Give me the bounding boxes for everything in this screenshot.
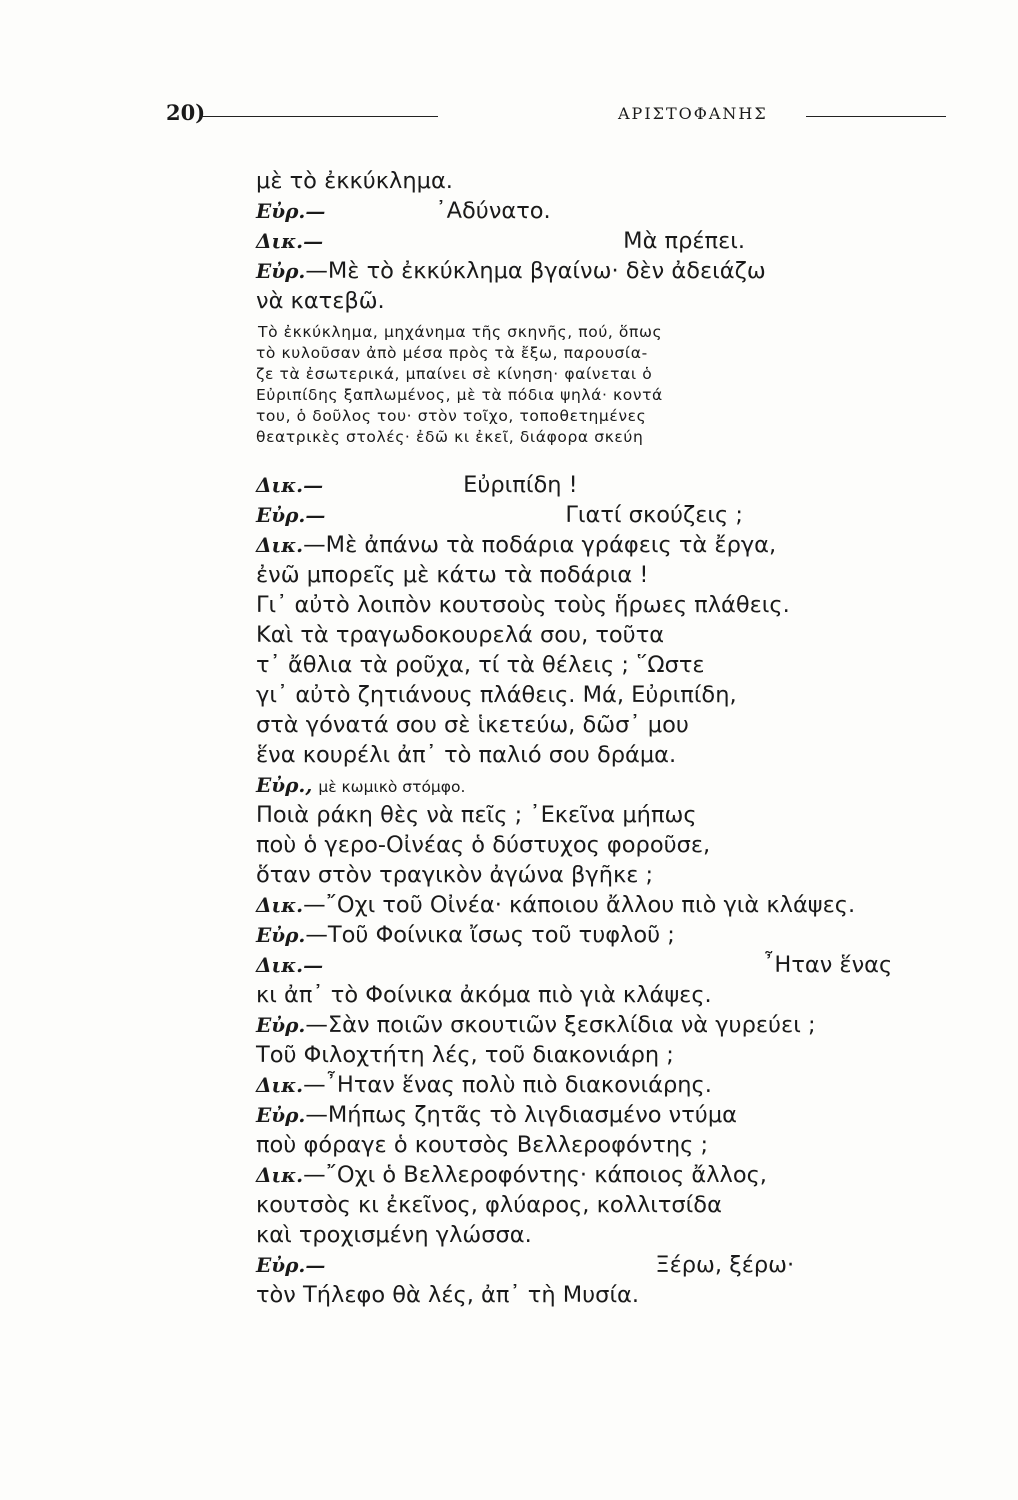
line-text: ῏Ηταν ἕνας: [763, 952, 893, 978]
speaker-label: Δικ.—: [256, 953, 324, 977]
running-header: [166, 100, 946, 130]
line-text: —Τοῦ Φοίνικα ἴσως τοῦ τυφλοῦ ;: [305, 922, 675, 948]
page-number: 20): [166, 100, 206, 125]
speaker-label: Δικ.: [256, 1163, 304, 1187]
speaker-label: Εὐρ.: [256, 1103, 306, 1127]
line-text: —῎Οχι τοῦ Οἰνέα· κάποιου ἄλλου πιὸ γιὰ κλάψες.: [303, 892, 856, 918]
verse-line: [256, 920, 956, 950]
line-text: Γι᾿ αὐτὸ λοιπὸν κουτσοὺς τοὺς ἥρωες πλάθεις.: [256, 592, 790, 618]
verse-line: [256, 650, 956, 680]
line-text: κι ἀπ᾿ τὸ Φοίνικα ἀκόμα πιὸ γιὰ κλάψες.: [256, 982, 712, 1008]
speaker-label: Εὐρ.—: [256, 503, 326, 527]
verse-line: [256, 950, 956, 980]
stage-direction: [258, 322, 958, 448]
line-text: —῏Ηταν ἕνας πολὺ πιὸ διακονιάρης.: [303, 1072, 712, 1098]
verse-line: [256, 680, 956, 710]
verse-line: [256, 740, 956, 770]
line-text: —Σὰν ποιῶν σκουτιῶν ξεσκλίδια νὰ γυρεύει ;: [305, 1012, 816, 1038]
verse-line: [256, 226, 956, 256]
speaker-label: Εὐρ.,: [256, 773, 313, 797]
line-text: γι᾿ αὐτὸ ζητιάνους πλάθεις. Μά, Εὐριπίδη,: [256, 682, 737, 708]
line-text: —Μήπως ζητᾶς τὸ λιγδιασμένο ντύμα: [305, 1102, 737, 1128]
line-text: Εὐριπίδη !: [463, 472, 578, 498]
line-text: Ξέρω, ξέρω·: [655, 1252, 795, 1278]
verse-line: [256, 980, 956, 1010]
verse-line: [256, 1220, 956, 1250]
speaker-label: Εὐρ.: [256, 923, 306, 947]
stage-direction-line: Τὸ ἐκκύκλημα, μηχάνημα τῆς σκηνῆς, πού, ὅπως: [258, 323, 663, 341]
line-text: ἐνῶ μπορεῖς μὲ κάτω τὰ ποδάρια !: [256, 562, 649, 588]
verse-line: [256, 560, 956, 590]
header-rule-left: [200, 116, 438, 117]
speaker-label: Εὐρ.: [256, 1013, 306, 1037]
line-text: μὲ κωμικὸ στόμφο.: [318, 778, 466, 796]
verse-line: [256, 1190, 956, 1220]
verse-line: [256, 590, 956, 620]
line-text: Τοῦ Φιλοχτήτη λές, τοῦ διακονιάρη ;: [256, 1042, 674, 1068]
verse-line: [256, 286, 956, 316]
running-title: ΑΡΙΣΤΟΦΑΝΗΣ: [618, 104, 768, 123]
line-text: τ᾿ ἄθλια τὰ ροῦχα, τί τὰ θέλεις ; ῞Ωστε: [256, 652, 705, 678]
verse-line: [256, 166, 956, 196]
verse-line: [256, 620, 956, 650]
verse-line: [256, 500, 956, 530]
verse-line: [256, 800, 956, 830]
stage-direction-line: Εὐριπίδης ξαπλωμένος, μὲ τὰ πόδια ψηλά· κοντά: [256, 386, 663, 404]
line-text: ποὺ ὁ γερο-Οἰνέας ὁ δύστυχος φοροῦσε,: [256, 832, 711, 858]
line-text: Γιατί σκούζεις ;: [565, 502, 743, 528]
line-text: κουτσὸς κι ἐκεῖνος, φλύαρος, κολλιτσίδα: [256, 1192, 722, 1218]
verse-line: [256, 860, 956, 890]
verse-line: [256, 1100, 956, 1130]
verse-line: [256, 256, 956, 286]
line-text: ποὺ φόραγε ὁ κουτσὸς Βελλεροφόντης ;: [256, 1132, 709, 1158]
line-text: —Μὲ ἀπάνω τὰ ποδάρια γράφεις τὰ ἔργα,: [303, 532, 777, 558]
dialogue-block: [256, 470, 956, 1310]
line-text: στὰ γόνατά σου σὲ ἱκετεύω, δῶσ᾿ μου: [256, 712, 689, 738]
opening-block: [256, 166, 956, 316]
verse-line: [256, 770, 956, 800]
stage-direction-line: τὸ κυλοῦσαν ἀπὸ μέσα πρὸς τὰ ἔξω, παρουσία-: [256, 344, 648, 362]
verse-line: [256, 1070, 956, 1100]
line-text: —Μὲ τὸ ἐκκύκλημα βγαίνω· δὲν ἀδειάζω: [305, 258, 766, 284]
verse-line: [256, 1010, 956, 1040]
speaker-label: Δικ.—: [256, 229, 324, 253]
speaker-label: Δικ.: [256, 893, 304, 917]
speaker-label: Δικ.: [256, 1073, 304, 1097]
line-text: μὲ τὸ ἐκκύκλημα.: [256, 168, 453, 194]
line-text: Μὰ πρέπει.: [623, 228, 746, 254]
line-text: Ποιὰ ράκη θὲς νὰ πεῖς ; ᾿Εκεῖνα μήπως: [256, 802, 697, 828]
verse-line: [256, 196, 956, 226]
stage-direction-line: ζε τὰ ἐσωτερικά, μπαίνει σὲ κίνηση· φαίνεται ὁ: [256, 365, 653, 383]
line-text: νὰ κατεβῶ.: [256, 288, 385, 314]
stage-direction-line: του, ὁ δοῦλος του· στὸν τοῖχο, τοποθετημένες: [256, 407, 647, 425]
verse-line: [256, 1160, 956, 1190]
verse-line: [256, 890, 956, 920]
line-text: —῎Οχι ὁ Βελλεροφόντης· κάποιος ἄλλος,: [303, 1162, 767, 1188]
header-rule-right: [806, 116, 946, 117]
verse-line: [256, 830, 956, 860]
verse-line: [256, 1040, 956, 1070]
speaker-label: Εὐρ.—: [256, 1253, 326, 1277]
line-text: ἕνα κουρέλι ἀπ᾿ τὸ παλιό σου δράμα.: [256, 742, 677, 768]
verse-line: [256, 1280, 956, 1310]
line-text: ὅταν στὸν τραγικὸν ἀγώνα βγῆκε ;: [256, 862, 654, 888]
speaker-label: Εὐρ.—: [256, 199, 326, 223]
line-text: τὸν Τήλεφο θὰ λές, ἀπ᾿ τὴ Μυσία.: [256, 1282, 640, 1308]
speaker-label: Δικ.: [256, 533, 304, 557]
speaker-label: Εὐρ.: [256, 259, 306, 283]
line-text: Καὶ τὰ τραγωδοκουρελά σου, τοῦτα: [256, 622, 665, 648]
verse-line: [256, 1130, 956, 1160]
verse-line: [256, 710, 956, 740]
verse-line: [256, 530, 956, 560]
line-text: καὶ τροχισμένη γλώσσα.: [256, 1222, 532, 1248]
stage-direction-line: θεατρικὲς στολές· ἐδῶ κι ἐκεῖ, διάφορα σκεύη: [256, 428, 644, 446]
verse-line: [256, 470, 956, 500]
line-text: ᾿Αδύνατο.: [435, 198, 551, 224]
verse-line: [256, 1250, 956, 1280]
speaker-label: Δικ.—: [256, 473, 324, 497]
